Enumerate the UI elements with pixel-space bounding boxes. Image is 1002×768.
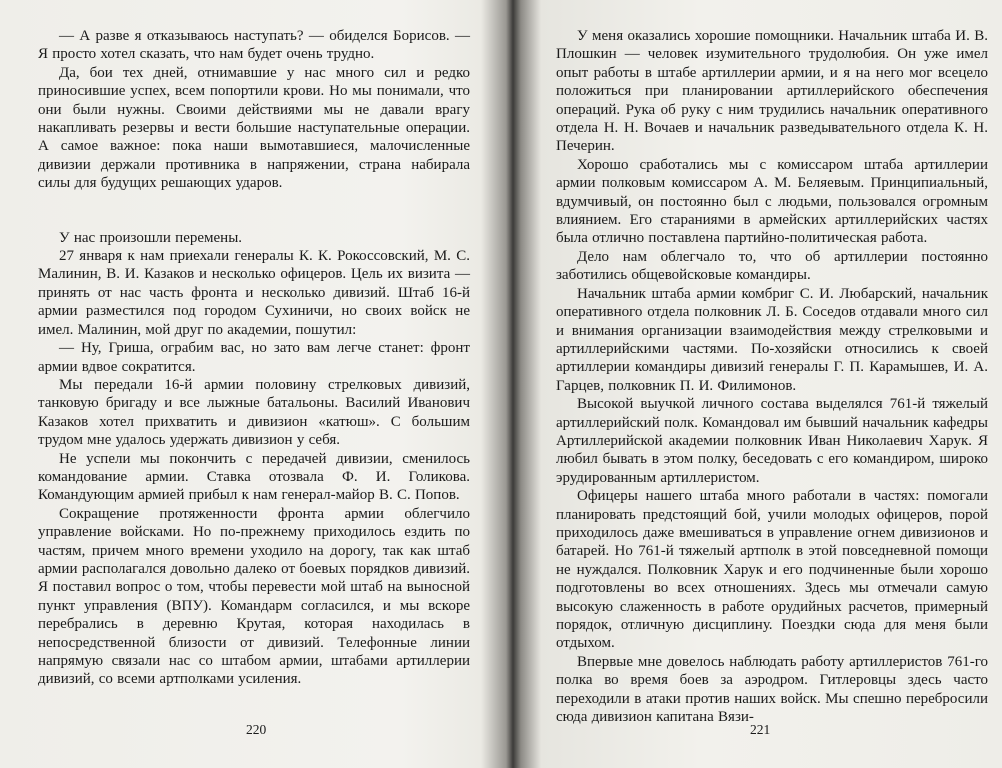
paragraph: Дело нам облегчало то, что об артиллерии постоянно заботились общевойсковые командиры. <box>556 248 988 284</box>
page-number: 221 <box>750 722 771 737</box>
paragraph: Не успели мы покончить с передачей дивизии, сменилось командование армии. Ставка отозвала Ф. И. Голикова. Командующим армией прибыл к нам генерал-майор В. С. Попов. <box>38 450 470 504</box>
paragraph: Сокращение протяженности фронта армии облегчило управление войсками. Но по-прежнему приходилось ездить по частям, причем много времени уходило на дорогу, так как штаб армии располагался довольно далеко от боевых порядков дивизий. Я поставил вопрос о том, чтобы перевести мой штаб на выносной пункт управления (ВПУ). Командарм согласился, и мы вскоре перебрались в деревню Крутая, которая находилась в непосредственной близости от дивизий. Телефонные линии напрямую связали нас со штабом армии, штабами артиллерии дивизий, со всеми артполками усиления. <box>38 505 470 688</box>
left-page-text <box>38 27 470 689</box>
paragraph: Впервые мне довелось наблюдать работу артиллеристов 761-го полка во время боев за аэродром. Гитлеровцы здесь часто переходили в атаки против наших войск. Мы спешно перебросили сюда дивизион капитана Вязи- <box>556 653 988 726</box>
paragraph: Офицеры нашего штаба много работали в частях: помогали планировать предстоящий бой, учили молодых офицеров, порой приходилось даже вмешиваться в управление огнем дивизионов и батарей. Но 761-й тяжелый артполк в этой повседневной помощи не нуждался. Полковник Харук и его подчиненные были хорошо подготовлены во всех отношениях. Здесь мы отмечали самую высокую слаженность в работе орудийных расчетов, примерный порядок, отличную дисциплину. Поездки сюда для меня были отдыхом. <box>556 488 988 652</box>
paragraph: Да, бои тех дней, отнимавшие у нас много сил и редко приносившие успех, всем попортили крови. Но мы понимали, что они были нужны. Своими действиями мы не давали врагу накапливать резервы и вести большие наступательные операции. А самое важное: пока наши вымотавшиеся, малочисленные дивизии держали противника в напряжении, страна набирала силы для будущих решающих ударов. <box>38 64 470 192</box>
right-page-text <box>556 27 988 726</box>
right-page <box>514 0 1002 768</box>
paragraph: Высокой выучкой личного состава выделялся 761-й тяжелый артиллерийский полк. Командовал им бывший начальник кафедры Артиллерийской академии полковник Иван Николаевич Харук. Я любил бывать в этом полку, беседовать с его командиром, широко эрудированным артиллеристом. <box>556 396 988 486</box>
paragraph: Хорошо сработались мы с комиссаром штаба артиллерии армии полковым комиссаром А. М. Беляевым. Принципиальный, вдумчивый, он постоянно был с людьми, пользовался огромным влиянием. Его стараниями в армейских артиллерийских частях была отлично поставлена партийно-политическая работа. <box>556 156 988 247</box>
paragraph: Начальник штаба армии комбриг С. И. Любарский, начальник оперативного отдела полковник Л. Б. Соседов отдавали много сил и внимания организации взаимодействия между стрелковыми и артиллерийскими частями. По-хозяйски относились к своей артиллерии командиры дивизий генералы Г. П. Карамышев, И. А. Гарцев, полковник П. И. Филимонов. <box>556 285 988 394</box>
paragraph: Мы передали 16-й армии половину стрелковых дивизий, танковую бригаду и все лыжные батальоны. Василий Иванович Казаков хотел прихватить и дивизион «катюш». С большим трудом мне удалось удержать дивизион у себя. <box>38 376 470 449</box>
page-number: 220 <box>246 722 267 737</box>
paragraph: — Ну, Гриша, ограбим вас, но зато вам легче станет: фронт армии вдвое сократится. <box>38 340 470 375</box>
left-page <box>0 0 500 768</box>
paragraph: У меня оказались хорошие помощники. Начальник штаба И. В. Плошкин — человек изумительного трудолюбия. Он уже имел опыт работы в штабе артиллерии армии, и я на него мог всецело положиться при планировании артиллерийского обеспечения операций. Рука об руку с ним трудились начальник оперативного отдела Н. Н. Вочаев и начальник разведывательного отдела К. Н. Печерин. <box>556 28 988 155</box>
paragraph: 27 января к нам приехали генералы К. К. Рокоссовский, М. С. Малинин, В. И. Казаков и несколько офицеров. Цель их визита — принять от нас часть фронта и несколько дивизий. Штаб 16-й армии разместился под городом Сухиничи, но своих войск не имел. Малинин, мой друг по академии, пошутил: <box>38 248 470 338</box>
paragraph: — А разве я отказываюсь наступать? — обиделся Борисов. — Я просто хотел сказать, что нам будет очень трудно. <box>38 28 470 63</box>
paragraph: У нас произошли перемены. <box>59 229 243 246</box>
